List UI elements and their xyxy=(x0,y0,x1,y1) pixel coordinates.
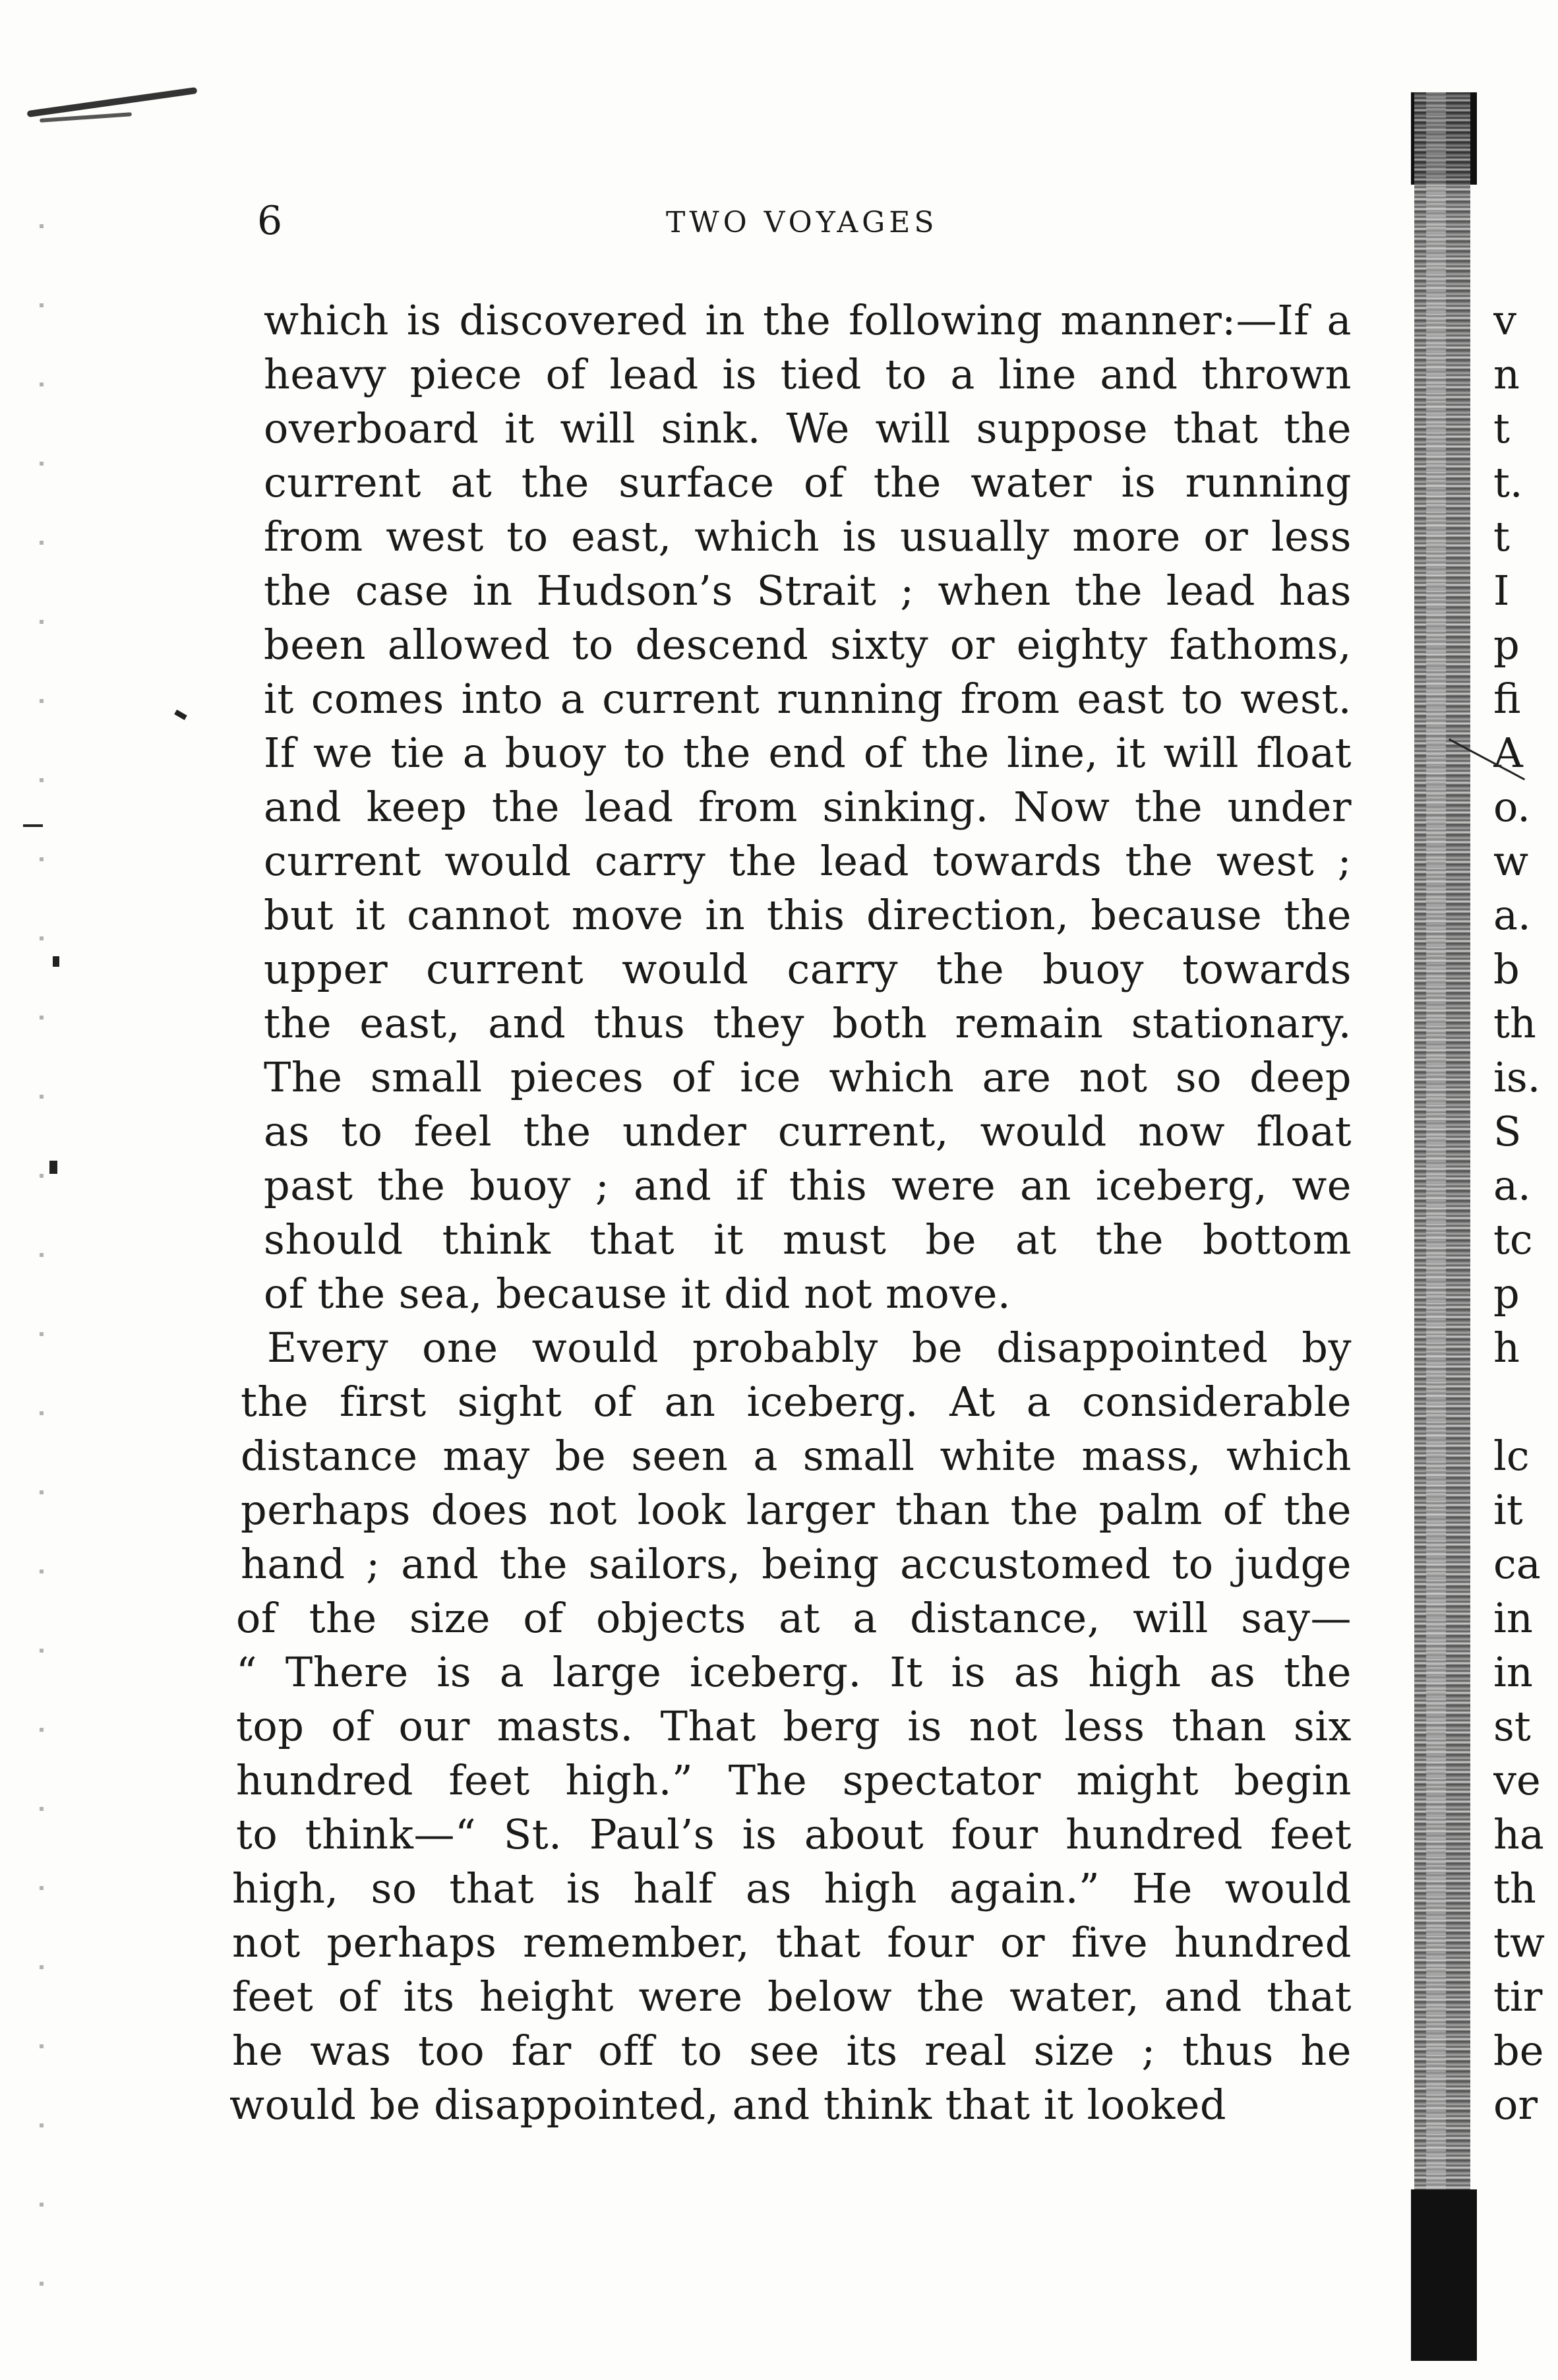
text-line: the first sight of an iceberg. At a considerable xyxy=(241,1378,1352,1426)
left-margin-scan-noise xyxy=(40,198,44,2308)
next-page-fragment: t xyxy=(1493,404,1510,452)
text-line: Every one would probably be disappointed by xyxy=(267,1324,1352,1372)
text-line: distance may be seen a small white mass, which xyxy=(241,1432,1352,1480)
next-page-fragment: I xyxy=(1493,566,1510,615)
text-line: top of our masts. That berg is not less than six xyxy=(236,1702,1352,1750)
text-line: from west to east, which is usually more or less xyxy=(264,512,1352,561)
next-page-fragment: p xyxy=(1493,621,1520,669)
text-line: hand ; and the sailors, being accustomed to judge xyxy=(241,1540,1352,1588)
next-page-fragment: th xyxy=(1493,1864,1536,1912)
text-line: he was too far off to see its real size ; thus he xyxy=(232,2027,1352,2075)
text-line: heavy piece of lead is tied to a line and thrown xyxy=(264,350,1352,398)
text-line: If we tie a buoy to the end of the line, it will float xyxy=(264,729,1352,777)
next-page-fragment: A xyxy=(1493,729,1523,777)
page-number: 6 xyxy=(257,198,284,244)
next-page-fragment: ca xyxy=(1493,1540,1541,1588)
next-page-edge xyxy=(1493,293,1558,2132)
scan-speck xyxy=(174,710,187,720)
text-line: not perhaps remember, that four or five hundred xyxy=(232,1918,1352,1967)
text-line: upper current would carry the buoy towards xyxy=(264,945,1352,993)
next-page-fragment: lc xyxy=(1493,1432,1530,1480)
binding-gutter-shadow xyxy=(1411,2189,1477,2361)
text-line: of the size of objects at a distance, will say— xyxy=(236,1594,1352,1642)
text-line: hundred feet high.” The spectator might begin xyxy=(236,1756,1352,1804)
next-page-fragment: in xyxy=(1493,1594,1533,1642)
next-page-fragment: tc xyxy=(1493,1215,1533,1264)
next-page-fragment: t xyxy=(1493,512,1510,561)
text-line: as to feel the under current, would now float xyxy=(264,1107,1352,1155)
next-page-fragment: st xyxy=(1493,1702,1531,1750)
text-line: high, so that is half as high again.” He would xyxy=(232,1864,1352,1912)
text-line: it comes into a current running from east to west. xyxy=(264,675,1352,723)
text-line: overboard it will sink. We will suppose that the xyxy=(264,404,1352,452)
text-line: to think—“ St. Paul’s is about four hundred feet xyxy=(236,1810,1352,1858)
next-page-fragment: is. xyxy=(1493,1053,1541,1101)
text-line: past the buoy ; and if this were an iceberg, we xyxy=(264,1161,1352,1209)
next-page-fragment: w xyxy=(1493,837,1529,885)
text-line: current would carry the lead towards the west ; xyxy=(264,837,1352,885)
text-line: feet of its height were below the water, and that xyxy=(232,1972,1352,2021)
scan-scratch-mark xyxy=(27,87,198,117)
next-page-fragment: b xyxy=(1493,945,1520,993)
next-page-fragment: v xyxy=(1493,296,1517,344)
text-line: and keep the lead from sinking. Now the under xyxy=(264,783,1352,831)
text-line: perhaps does not look larger than the palm of the xyxy=(241,1486,1352,1534)
text-line: which is discovered in the following manner:—If a xyxy=(264,296,1352,344)
text-line: been allowed to descend sixty or eighty fathoms, xyxy=(264,621,1352,669)
binding-gutter xyxy=(1414,92,1470,2361)
next-page-fragment: tir xyxy=(1493,1972,1543,2021)
next-page-fragment: h xyxy=(1493,1324,1520,1372)
next-page-fragment: tw xyxy=(1493,1918,1545,1967)
next-page-fragment: a. xyxy=(1493,891,1531,939)
next-page-fragment: t. xyxy=(1493,458,1523,506)
next-page-fragment: or xyxy=(1493,2081,1538,2129)
text-line: of the sea, because it did not move. xyxy=(264,1269,1011,1318)
text-line: current at the surface of the water is running xyxy=(264,458,1352,506)
next-page-fragment: in xyxy=(1493,1648,1533,1696)
next-page-fragment: S xyxy=(1493,1107,1522,1155)
next-page-fragment: o. xyxy=(1493,783,1530,831)
body-text xyxy=(229,293,1352,2132)
next-page-fragment: fi xyxy=(1493,675,1521,723)
scan-speck xyxy=(53,956,59,967)
text-line: would be disappointed, and think that it looked xyxy=(229,2081,1227,2129)
next-page-fragment: it xyxy=(1493,1486,1523,1534)
next-page-fragment: th xyxy=(1493,999,1536,1047)
text-line: should think that it must be at the bottom xyxy=(264,1215,1352,1264)
text-line: the east, and thus they both remain stationary. xyxy=(264,999,1352,1047)
next-page-fragment: a. xyxy=(1493,1161,1531,1209)
scan-speck xyxy=(49,1161,57,1174)
page-header xyxy=(257,198,1365,251)
text-line: The small pieces of ice which are not so deep xyxy=(264,1053,1352,1101)
next-page-fragment: n xyxy=(1493,350,1520,398)
next-page-fragment: ve xyxy=(1493,1756,1541,1804)
next-page-fragment: be xyxy=(1493,2027,1544,2075)
text-line: but it cannot move in this direction, because the xyxy=(264,891,1352,939)
next-page-fragment: p xyxy=(1493,1269,1520,1318)
text-line: the case in Hudson’s Strait ; when the lead has xyxy=(264,566,1352,615)
next-page-fragment: ha xyxy=(1493,1810,1544,1858)
running-head: TWO VOYAGES xyxy=(666,206,938,239)
scan-speck xyxy=(23,824,43,827)
text-line: “ There is a large iceberg. It is as high as the xyxy=(236,1648,1352,1696)
